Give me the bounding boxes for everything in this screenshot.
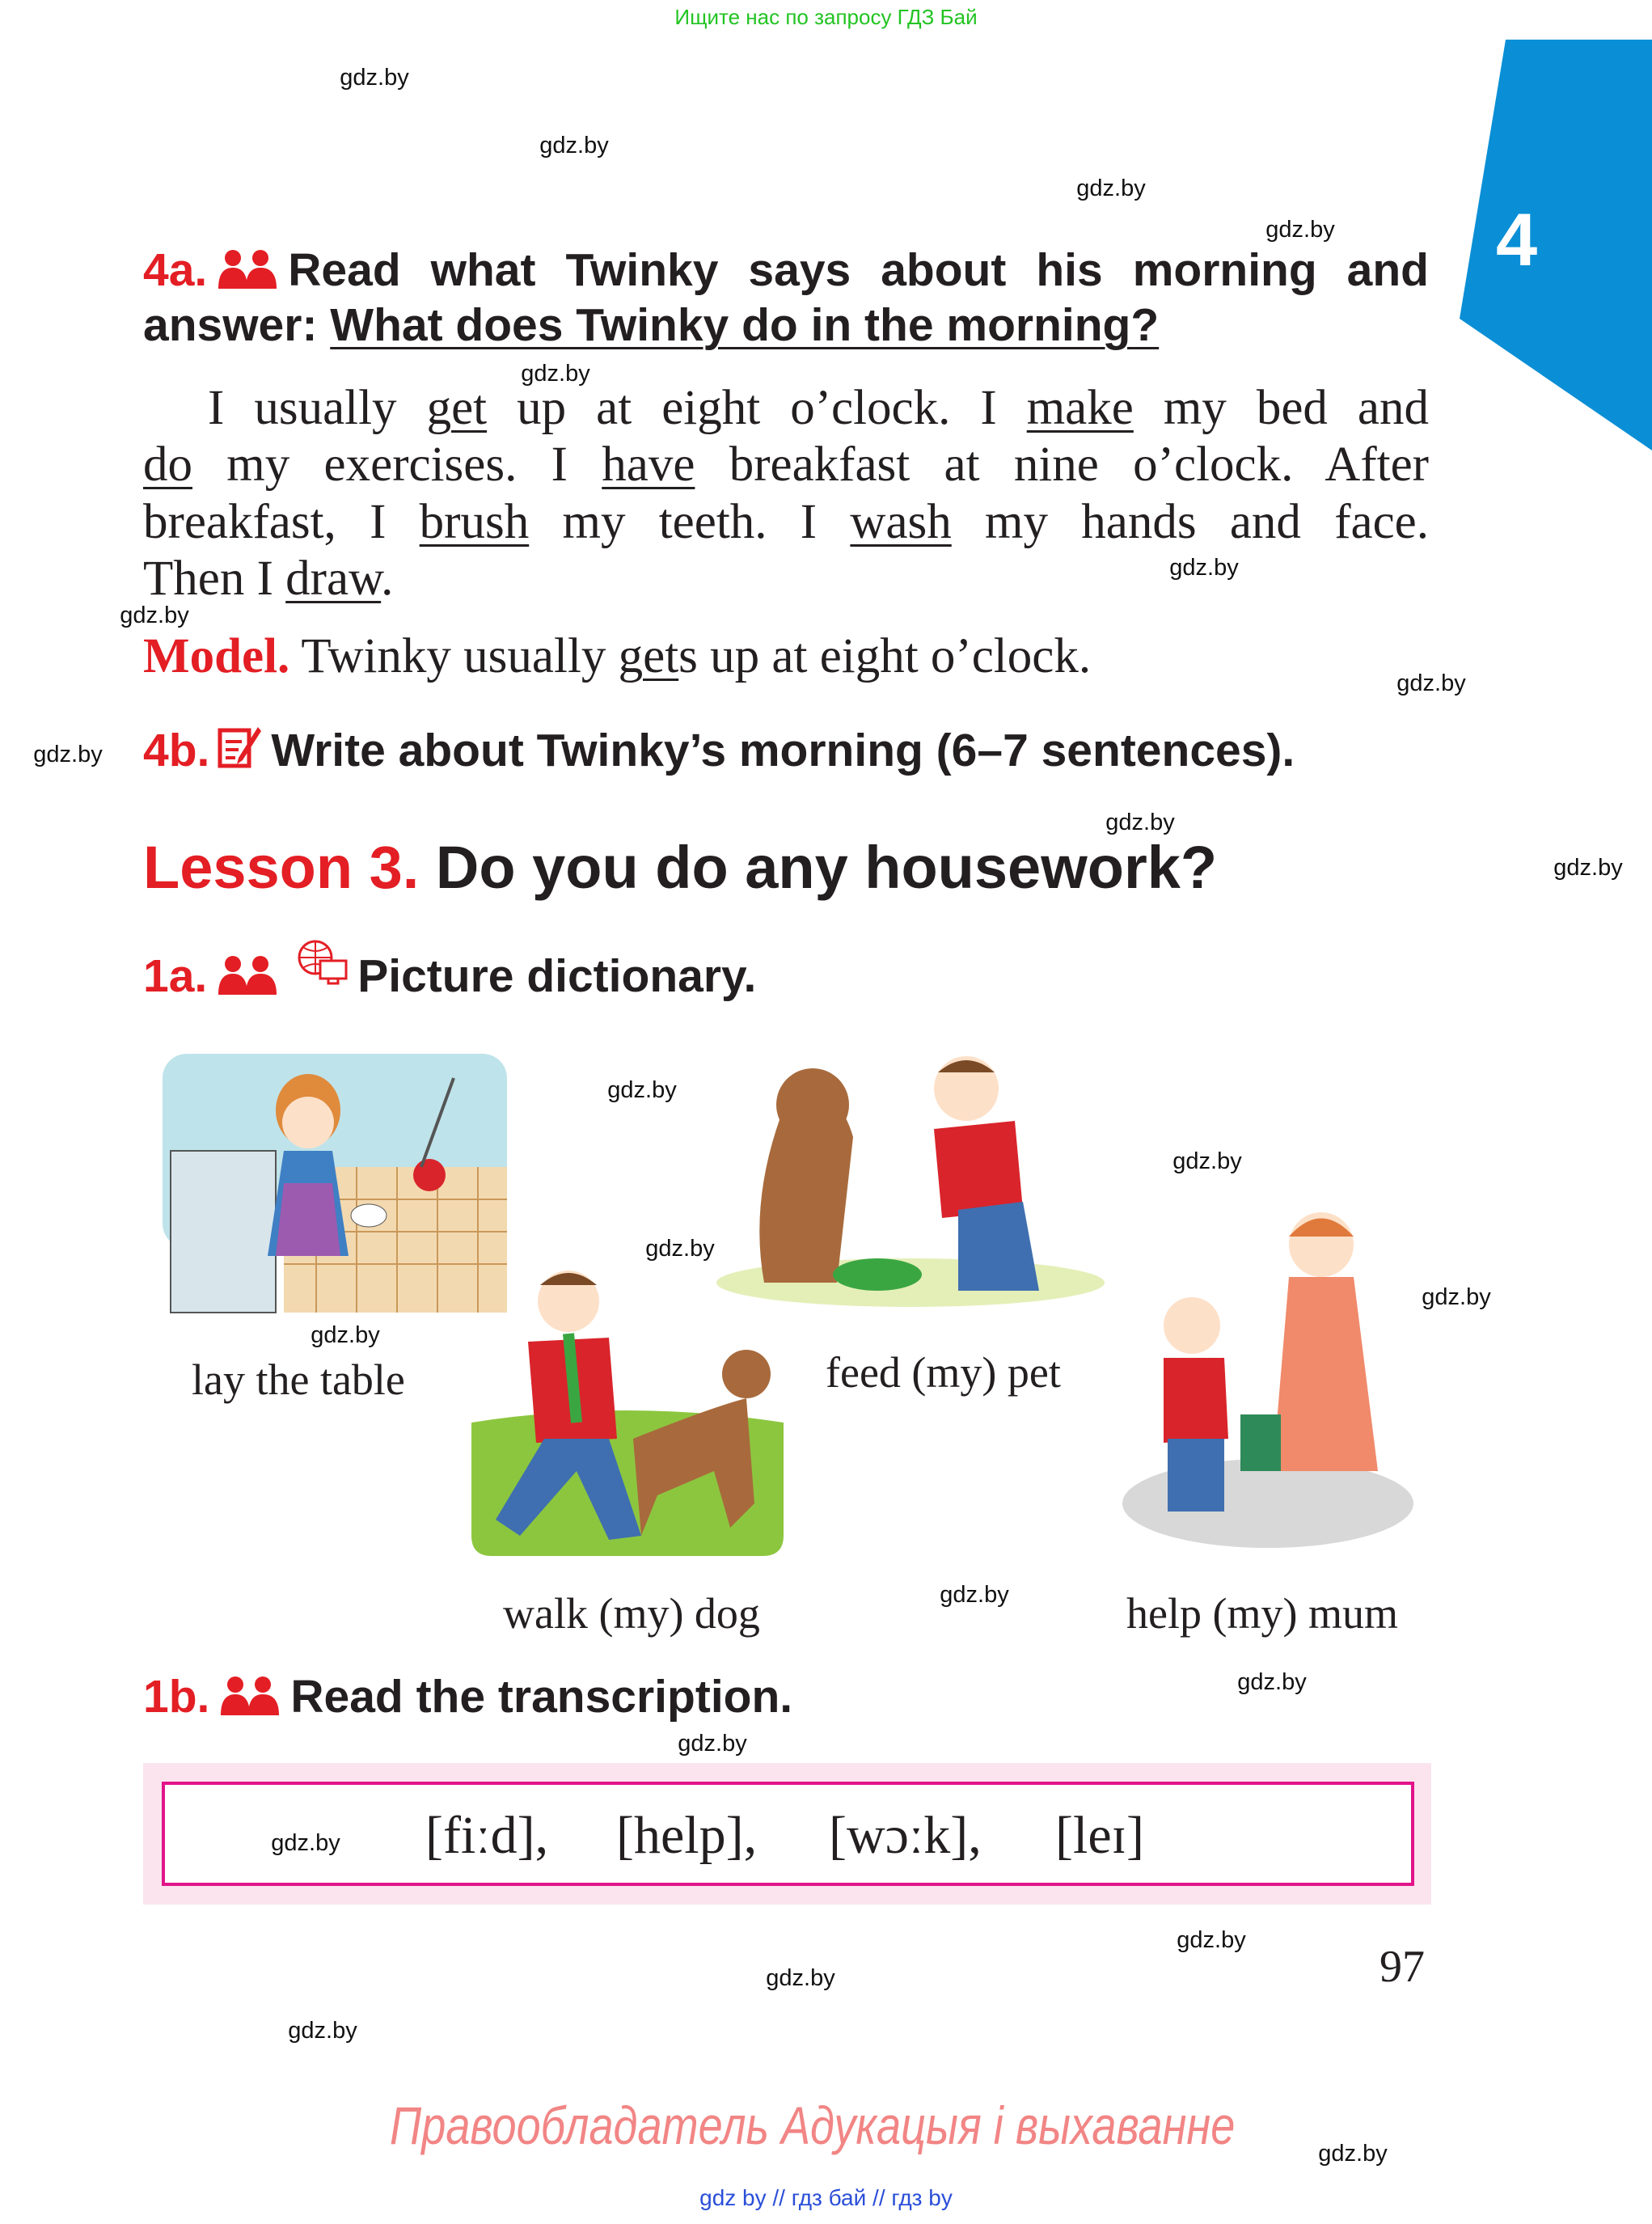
watermark: gdz.by (645, 1236, 715, 1262)
text-line-3 (143, 494, 1429, 552)
verb: have (602, 438, 695, 492)
page-number: 97 (1379, 1942, 1425, 1992)
watermark: gdz.by (1318, 2141, 1388, 2167)
watermark: gdz.by (1422, 1284, 1491, 1310)
lay-the-table-illustration (163, 1046, 507, 1317)
model-label: Model. (143, 629, 290, 683)
watermark: gdz.by (1265, 217, 1335, 243)
lesson-label: Lesson 3. (143, 834, 420, 901)
caption-feed-pet: feed (my) pet (826, 1348, 1061, 1397)
exercise-4a-question (143, 298, 1429, 353)
walk-dog-illustration (471, 1261, 784, 1556)
verb: get (426, 381, 488, 435)
verb: make (1026, 381, 1134, 435)
exercise-number: 1a. (143, 950, 208, 1002)
watermark: gdz.by (288, 2018, 357, 2044)
watermark: gdz.by (1076, 175, 1146, 201)
exercise-1a-heading (143, 938, 1429, 1007)
rights-holder: Правообладатель Адукацыя і выхаванне (390, 2095, 1236, 2155)
exercise-4a-heading (143, 243, 1429, 301)
pair-work-icon (218, 1672, 282, 1727)
text: my bed and (1133, 381, 1429, 435)
watermark: gdz.by (766, 1965, 835, 1991)
watermark: gdz.by (607, 1077, 677, 1103)
help-mum-illustration (1119, 1204, 1417, 1551)
text: . (381, 552, 394, 606)
verb: brush (419, 495, 530, 549)
pair-work-icon (215, 246, 280, 301)
text: breakfast, I (143, 495, 420, 549)
exercise-number: 4b. (143, 725, 210, 776)
exercise-1b-heading (143, 1669, 1429, 1727)
text: breakfast at nine o’clock. After (695, 438, 1429, 492)
pair-work-icon (215, 952, 280, 1007)
watermark: gdz.by (521, 361, 590, 387)
verb: draw (285, 552, 382, 606)
watermark: gdz.by (1177, 1927, 1246, 1953)
write-icon (218, 725, 263, 781)
text: up at eight o’clock. I (487, 381, 1027, 435)
transcription-lay: [leɪ] (1055, 1806, 1144, 1865)
top-note: Ищите нас по запросу ГДЗ Бай (674, 5, 978, 29)
caption-walk-dog: walk (my) dog (503, 1589, 760, 1638)
instruction-text: Picture dictionary. (357, 950, 757, 1002)
watermark: gdz.by (1553, 855, 1623, 881)
text: my hands and face. (951, 495, 1429, 549)
lesson-heading: Do you do any housework? (435, 834, 1218, 901)
text: Then I (143, 552, 286, 606)
watermark: gdz.by (1169, 555, 1239, 581)
globe-computer-icon (296, 938, 349, 999)
instruction-text: Read the transcription. (290, 1671, 793, 1723)
transcription-help: [help], (616, 1806, 758, 1865)
watermark: gdz.by (340, 65, 409, 91)
text: my exercises. I (192, 438, 602, 492)
lesson-title (143, 833, 1217, 902)
watermark: gdz.by (1237, 1669, 1307, 1695)
watermark: gdz.by (1105, 810, 1175, 835)
question-text: What does Twinky do in the morning? (330, 299, 1160, 351)
instruction-text: Read what Twinky says about his morning and (288, 244, 1429, 296)
text-line-1 (143, 380, 1429, 438)
exercise-number: 4a. (143, 244, 208, 296)
watermark: gdz.by (33, 742, 103, 767)
watermark: gdz.by (539, 133, 609, 159)
verb: get (618, 629, 679, 683)
text: Twinky usually (289, 629, 619, 683)
verb: do (143, 438, 192, 492)
text: I usually (208, 381, 427, 435)
watermark: gdz.by (120, 603, 189, 628)
exercise-4b-heading (143, 723, 1429, 781)
watermark: gdz.by (271, 1830, 340, 1856)
text: up at eight o’clock. (697, 629, 1092, 683)
suffix: s (678, 629, 698, 683)
model-sentence (143, 628, 1429, 686)
transcription-frame (162, 1782, 1414, 1886)
transcription-feed: [fiːd], (425, 1806, 549, 1865)
watermark: gdz.by (940, 1582, 1009, 1608)
footer-links[interactable]: gdz by // гдз бай // гдз by (699, 2185, 953, 2210)
answer-label: answer: (143, 299, 318, 351)
text-line-2 (143, 437, 1429, 494)
text: my teeth. I (529, 495, 851, 549)
exercise-number: 1b. (143, 1671, 210, 1723)
chapter-number: 4 (1496, 199, 1538, 281)
instruction-text: Write about Twinky’s morning (6–7 sentences). (271, 725, 1295, 776)
caption-help-mum: help (my) mum (1126, 1589, 1398, 1638)
transcription-walk: [wɔːk], (829, 1806, 982, 1865)
verb: wash (850, 495, 952, 549)
watermark: gdz.by (678, 1731, 747, 1757)
caption-lay-the-table: lay the table (192, 1355, 405, 1404)
watermark: gdz.by (1172, 1148, 1242, 1174)
watermark: gdz.by (1396, 670, 1466, 696)
watermark: gdz.by (311, 1322, 380, 1348)
